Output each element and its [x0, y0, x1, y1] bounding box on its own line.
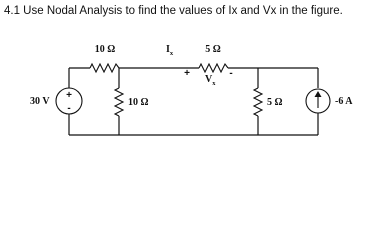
- resistor-right-icon: [254, 88, 262, 116]
- resistor-middle-icon: [115, 88, 123, 116]
- question-text: 4.1 Use Nodal Analysis to find the values of Ix and Vx in the figure.: [4, 5, 343, 17]
- current-source-label: -6 A: [335, 96, 353, 107]
- voltage-source-minus: -: [67, 103, 71, 114]
- resistor-top-right-label: 5 Ω: [205, 44, 221, 55]
- resistor-top-right-icon: [199, 64, 228, 72]
- resistor-right-label: 5 Ω: [267, 97, 283, 108]
- current-ix-label: $I_x$: [166, 44, 174, 57]
- voltage-source-plus: +: [66, 90, 72, 101]
- vx-minus-sign: -: [229, 68, 233, 79]
- voltage-source-label: 30 V: [30, 96, 50, 107]
- resistor-middle-label: 10 Ω: [128, 97, 149, 108]
- current-source-arrow-head: [315, 91, 322, 97]
- vx-label: $V_x$: [205, 74, 216, 87]
- resistor-top-left-icon: [90, 64, 119, 72]
- resistor-top-left-label: 10 Ω: [94, 44, 116, 55]
- vx-plus-sign: +: [184, 68, 190, 79]
